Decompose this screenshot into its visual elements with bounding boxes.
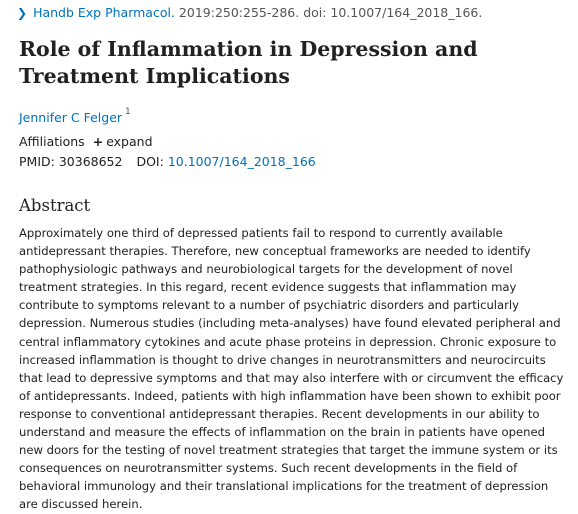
doi-label: DOI: [136,154,164,169]
affiliations-label: Affiliations [19,134,85,149]
pmid-label: PMID: [19,154,55,169]
article-identifiers [19,154,316,170]
citation-details: 2019:250:255-286. doi: 10.1007/164_2018_166. [178,5,483,20]
plus-icon[interactable]: + [92,134,104,149]
pmid-value: 30368652 [58,154,123,169]
abstract-heading: Abstract [19,196,91,215]
journal-link[interactable]: Handb Exp Pharmacol. [33,5,175,20]
chevron-right-icon[interactable]: ❯ [17,6,28,20]
author-affiliation-number[interactable]: 1 [125,107,131,117]
citation-line [17,5,482,21]
doi-link[interactable]: 10.1007/164_2018_166 [167,154,316,169]
affiliations-expand-button[interactable]: expand [106,134,153,149]
affiliations-row [19,134,153,150]
author-link[interactable]: Jennifer C Felger [19,110,123,126]
abstract-text: Approximately one third of depressed patients fail to respond to currently available antidepressant therapies. Therefore, new conceptual frameworks are needed to identify pathophysiologic pathways and neurobiological targets for the development of novel treatment strategies. In this regard, recent evidence suggests that inflammation may contribute to symptoms relevant to a number of psychiatric disorders and particularly depression. Numerous studies (including meta-analyses) have found elevated peripheral and central inflammatory cytokines and acute phase proteins in depression. Chronic exposure to increased inflammation is thought to drive changes in neurotransmitters and neurocircuits that lead to depressive symptoms and that may also interfere with or circumvent the efficacy of antidepressants. Indeed, patients with high inflammation have been shown to exhibit poor response to conventional antidepressant therapies. Recent developments in our ability to understand and measure the effects of inflammation on the brain in patients have opened new doors for the testing of novel treatment strategies that target the immune system or its consequences on neurotransmitter systems. Such recent developments in the field of behavioral immunology and their translational implications for the treatment of depression are discussed herein. [19,226,564,512]
author-line [19,107,131,126]
article-title: Role of Inflammation in Depression and Treatment Implications [19,37,478,88]
